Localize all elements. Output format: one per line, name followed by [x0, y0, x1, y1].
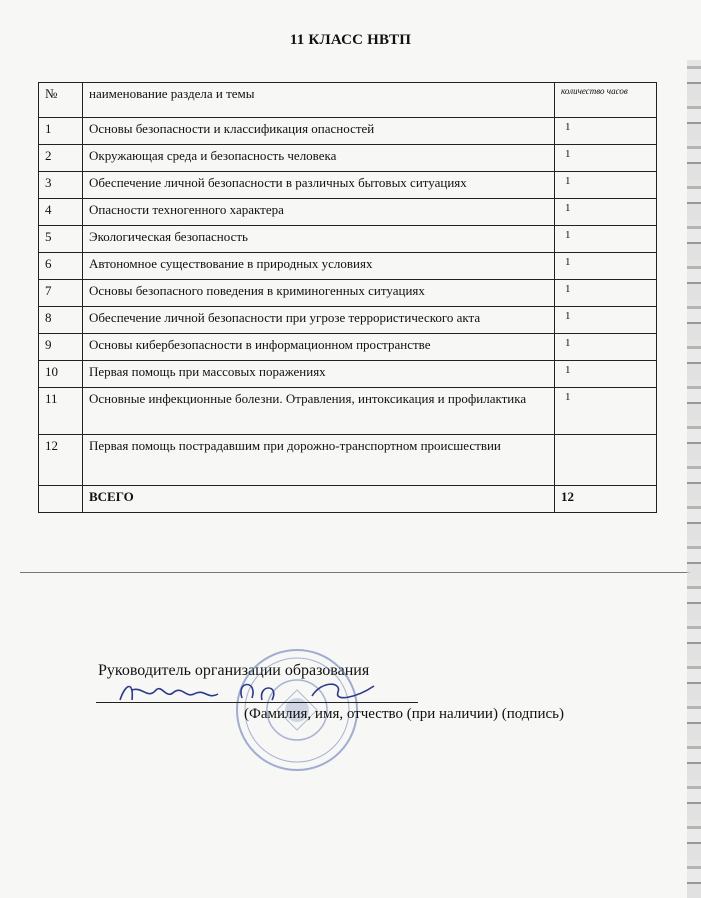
row-number: 5: [39, 226, 83, 253]
row-number: 8: [39, 307, 83, 334]
row-hours: 1: [555, 361, 657, 388]
row-topic: Первая помощь при массовых поражениях: [83, 361, 555, 388]
page-title: 11 КЛАСС НВТП: [289, 32, 412, 48]
row-topic: Основные инфекционные болезни. Отравления, интоксикация и профилактика: [83, 388, 555, 435]
table-row: [39, 172, 657, 199]
row-topic: Обеспечение личной безопасности в различных бытовых ситуациях: [83, 172, 555, 199]
table-row: [39, 334, 657, 361]
row-hours: 1: [555, 226, 657, 253]
signature-line: [96, 702, 418, 703]
total-row: [39, 486, 657, 513]
table-header-row: [39, 83, 657, 118]
table-row: [39, 361, 657, 388]
row-number: 3: [39, 172, 83, 199]
row-number: 9: [39, 334, 83, 361]
table-row: [39, 388, 657, 435]
table-row: [39, 226, 657, 253]
divider-line: [20, 572, 690, 573]
row-number: 10: [39, 361, 83, 388]
total-hours: 12: [555, 486, 657, 513]
row-number: 1: [39, 118, 83, 145]
row-topic: Обеспечение личной безопасности при угрозе террористического акта: [83, 307, 555, 334]
row-topic: Окружающая среда и безопасность человека: [83, 145, 555, 172]
row-number: 2: [39, 145, 83, 172]
row-topic: Опасности техногенного характера: [83, 199, 555, 226]
row-hours: 1: [555, 199, 657, 226]
row-number: 7: [39, 280, 83, 307]
scan-edge-shadow: [687, 60, 701, 898]
row-topic: Основы безопасности и классификация опасностей: [83, 118, 555, 145]
row-topic: Экологическая безопасность: [83, 226, 555, 253]
row-hours: 1: [555, 334, 657, 361]
row-topic: Первая помощь пострадавшим при дорожно-транспортном происшествии: [83, 435, 555, 486]
row-number: 4: [39, 199, 83, 226]
row-number: 11: [39, 388, 83, 435]
header-topic: наименование раздела и темы: [83, 83, 555, 118]
total-number-cell: [39, 486, 83, 513]
row-hours: 1: [555, 253, 657, 280]
row-hours: [555, 435, 657, 486]
table-row: [39, 307, 657, 334]
total-label: ВСЕГО: [83, 486, 555, 513]
table-row: [39, 435, 657, 486]
curriculum-table: [38, 82, 657, 513]
table-row: [39, 118, 657, 145]
row-hours: 1: [555, 280, 657, 307]
signature-caption: (Фамилия, имя, отчество (при наличии) (подпись): [244, 706, 564, 722]
row-topic: Автономное существование в природных условиях: [83, 253, 555, 280]
row-number: 6: [39, 253, 83, 280]
row-topic: Основы кибербезопасности в информационном пространстве: [83, 334, 555, 361]
header-hours: количество часов: [555, 83, 657, 118]
header-number: №: [39, 83, 83, 118]
row-hours: 1: [555, 118, 657, 145]
row-hours: 1: [555, 388, 657, 435]
signature-label: Руководитель организации образования: [98, 662, 370, 679]
row-hours: 1: [555, 172, 657, 199]
row-topic: Основы безопасного поведения в криминогенных ситуациях: [83, 280, 555, 307]
table-row: [39, 253, 657, 280]
row-hours: 1: [555, 307, 657, 334]
row-hours: 1: [555, 145, 657, 172]
table-row: [39, 145, 657, 172]
handwritten-signature: [112, 676, 382, 708]
table-row: [39, 280, 657, 307]
row-number: 12: [39, 435, 83, 486]
table-row: [39, 199, 657, 226]
